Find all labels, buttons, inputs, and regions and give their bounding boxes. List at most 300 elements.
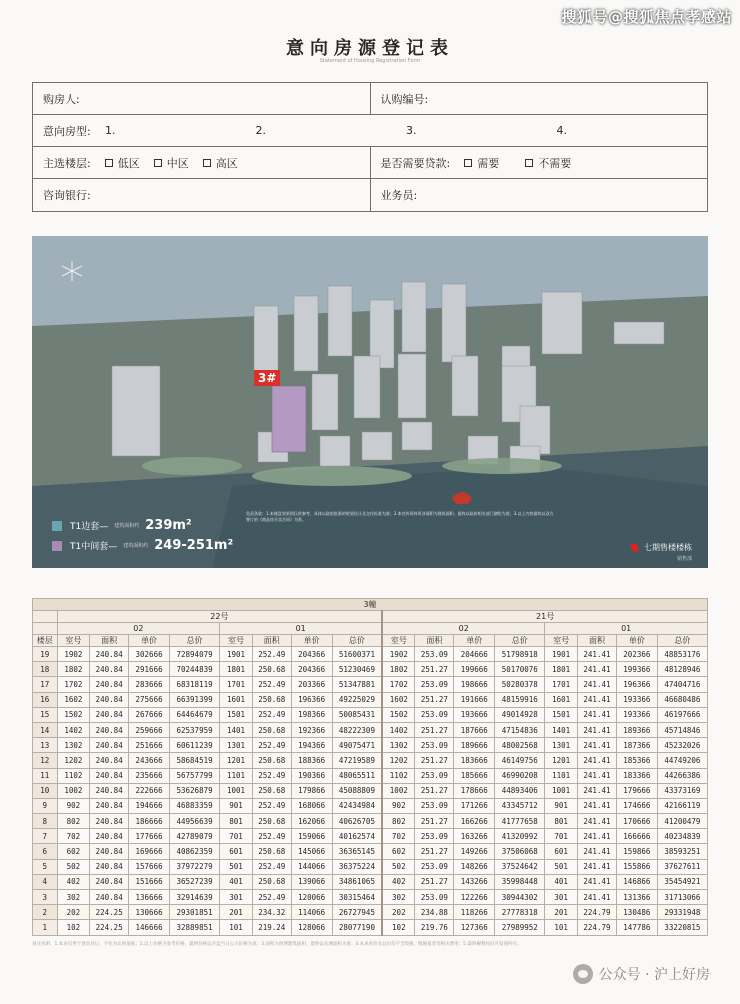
floor-cell: 8 [33, 814, 58, 829]
table-cell: 601 [220, 844, 253, 859]
table-cell: 252.49 [252, 768, 291, 783]
table-cell: 46883359 [170, 798, 220, 813]
table-cell: 240.84 [90, 768, 129, 783]
table-cell: 219.24 [252, 920, 291, 935]
table-cell: 45714846 [657, 722, 707, 737]
table-cell: 251.27 [415, 783, 454, 798]
table-cell: 235666 [129, 768, 170, 783]
table-cell: 170666 [616, 814, 657, 829]
table-cell: 241.41 [578, 753, 617, 768]
table-cell: 30944302 [495, 890, 545, 905]
table-cell: 42789079 [170, 829, 220, 844]
table-cell: 702 [382, 829, 415, 844]
table-cell: 253.09 [415, 707, 454, 722]
table-cell: 253.09 [415, 890, 454, 905]
table-building-header: 3幢 [33, 599, 708, 611]
table-cell: 1501 [220, 707, 253, 722]
table-cell: 131366 [616, 890, 657, 905]
table-row [33, 768, 708, 783]
table-cell: 259666 [129, 722, 170, 737]
column-header: 面积 [90, 635, 129, 647]
checkbox-icon [464, 159, 472, 167]
table-cell: 1401 [220, 722, 253, 737]
table-cell: 45232026 [657, 738, 707, 753]
table-cell: 49225029 [332, 692, 382, 707]
table-cell: 48128946 [657, 662, 707, 677]
floor-cell: 4 [33, 874, 58, 889]
table-cell: 241.41 [578, 874, 617, 889]
table-cell: 1402 [57, 722, 90, 737]
type-option-2[interactable]: 2. [255, 124, 266, 137]
table-cell: 240.84 [90, 814, 129, 829]
table-cell: 250.68 [252, 783, 291, 798]
table-cell: 60611239 [170, 738, 220, 753]
table-cell: 43345712 [495, 798, 545, 813]
table-row [33, 707, 708, 722]
intended-type-field[interactable] [33, 115, 707, 146]
column-header: 室号 [545, 635, 578, 647]
legend-item-middle [52, 538, 233, 553]
floor-cell: 1 [33, 920, 58, 935]
floor-label: 主选楼层: [43, 156, 91, 170]
table-cell: 251.27 [415, 753, 454, 768]
table-cell: 267666 [129, 707, 170, 722]
table-cell: 189666 [454, 738, 495, 753]
floor-low-checkbox[interactable] [105, 155, 140, 171]
table-cell: 179666 [616, 783, 657, 798]
table-cell: 240.84 [90, 707, 129, 722]
subscription-no-field[interactable]: 认购编号: [380, 92, 429, 106]
table-cell: 283666 [129, 677, 170, 692]
table-cell: 402 [57, 874, 90, 889]
table-cell: 241.41 [578, 844, 617, 859]
table-cell: 501 [545, 859, 578, 874]
room-group-header: 02 [382, 623, 545, 635]
table-cell: 241.41 [578, 890, 617, 905]
render-disclaimer: 免责条款：1.本楼盘效果图仅供参考，具体以政府批准的规划设计及交付标准为准；2.本宣传资料所涉面积为建筑面积，最终以政府相关部门测绘为准；3.以上内容最终以双方签订的《商品房买卖合同》为准。 [246, 511, 554, 522]
table-cell: 146666 [129, 920, 170, 935]
table-cell: 202 [57, 905, 90, 920]
table-cell: 169666 [129, 844, 170, 859]
table-cell: 58684519 [170, 753, 220, 768]
table-cell: 187666 [454, 722, 495, 737]
table-cell: 801 [220, 814, 253, 829]
table-cell: 72894079 [170, 647, 220, 662]
table-cell: 241.41 [578, 768, 617, 783]
table-cell: 102 [57, 920, 90, 935]
table-cell: 202366 [616, 647, 657, 662]
column-header: 单价 [129, 635, 170, 647]
checkbox-icon [105, 159, 113, 167]
table-cell: 302666 [129, 647, 170, 662]
table-cell: 241.41 [578, 859, 617, 874]
buyer-field[interactable]: 购房人: [33, 83, 371, 114]
floor-cell: 18 [33, 662, 58, 677]
table-cell: 30315464 [332, 890, 382, 905]
table-cell: 219.76 [415, 920, 454, 935]
table-row [33, 859, 708, 874]
room-group-header: 01 [220, 623, 383, 635]
table-cell: 44893406 [495, 783, 545, 798]
loan-no-label: 不需要 [538, 156, 572, 170]
table-cell: 151666 [129, 874, 170, 889]
table-cell: 122266 [454, 890, 495, 905]
agent-field[interactable]: 业务员: [380, 189, 418, 202]
table-cell: 241.41 [578, 829, 617, 844]
type-option-4[interactable]: 4. [556, 124, 567, 137]
table-cell: 1301 [220, 738, 253, 753]
floor-cell: 15 [33, 707, 58, 722]
table-cell: 62537959 [170, 722, 220, 737]
table-cell: 44749206 [657, 753, 707, 768]
table-cell: 26727945 [332, 905, 382, 920]
table-cell: 198666 [454, 677, 495, 692]
loan-label: 是否需要贷款: [380, 156, 451, 170]
table-cell: 275666 [129, 692, 170, 707]
table-cell: 64464679 [170, 707, 220, 722]
table-cell: 241.41 [578, 798, 617, 813]
table-cell: 234.32 [252, 905, 291, 920]
table-cell: 46680486 [657, 692, 707, 707]
price-table-body [33, 647, 708, 936]
table-cell: 502 [382, 859, 415, 874]
table-cell: 37972279 [170, 859, 220, 874]
location-pin-icon [629, 542, 640, 553]
table-cell: 302 [382, 890, 415, 905]
table-cell: 240.84 [90, 647, 129, 662]
table-cell: 48853176 [657, 647, 707, 662]
table-cell: 252.49 [252, 707, 291, 722]
table-cell: 701 [220, 829, 253, 844]
table-cell: 38593251 [657, 844, 707, 859]
table-cell: 36375224 [332, 859, 382, 874]
table-cell: 1502 [382, 707, 415, 722]
table-cell: 1702 [382, 677, 415, 692]
unit-21-header: 21号 [382, 611, 707, 623]
table-cell: 174666 [616, 798, 657, 813]
table-cell: 136666 [129, 890, 170, 905]
table-cell: 240.84 [90, 844, 129, 859]
table-cell: 241.41 [578, 677, 617, 692]
table-cell: 250.68 [252, 662, 291, 677]
table-cell: 166666 [616, 829, 657, 844]
table-cell: 166266 [454, 814, 495, 829]
loan-yes-checkbox[interactable] [464, 155, 499, 171]
table-cell: 194366 [291, 738, 332, 753]
table-cell: 1002 [57, 783, 90, 798]
table-cell: 1602 [382, 692, 415, 707]
table-cell: 252.49 [252, 798, 291, 813]
table-cell: 241.41 [578, 814, 617, 829]
table-cell: 32914639 [170, 890, 220, 905]
table-cell: 192366 [291, 722, 332, 737]
table-cell: 701 [545, 829, 578, 844]
sales-office-label: 七期售楼楼栋 [644, 543, 692, 552]
legend-swatch [52, 541, 62, 551]
form-row-floor [33, 147, 707, 179]
table-cell: 44266386 [657, 768, 707, 783]
table-cell: 41777658 [495, 814, 545, 829]
type-option-1[interactable]: 1. [105, 124, 116, 137]
table-row [33, 677, 708, 692]
table-cell: 31713066 [657, 890, 707, 905]
table-cell: 252.49 [252, 890, 291, 905]
table-row [33, 722, 708, 737]
column-header: 总价 [332, 635, 382, 647]
registration-form [32, 82, 708, 212]
loan-no-checkbox[interactable] [525, 155, 571, 171]
floor-cell: 3 [33, 890, 58, 905]
table-row [33, 905, 708, 920]
table-cell: 251.27 [415, 722, 454, 737]
table-cell: 118266 [454, 905, 495, 920]
table-cell: 250.68 [252, 874, 291, 889]
table-cell: 253.09 [415, 859, 454, 874]
table-cell: 250.68 [252, 692, 291, 707]
floor-cell: 13 [33, 738, 58, 753]
table-cell: 902 [382, 798, 415, 813]
table-cell: 602 [57, 844, 90, 859]
table-cell: 199666 [454, 662, 495, 677]
column-header: 室号 [57, 635, 90, 647]
table-cell: 157666 [129, 859, 170, 874]
floor-cell: 14 [33, 722, 58, 737]
unit-22-header: 22号 [57, 611, 382, 623]
table-row [33, 920, 708, 935]
table-cell: 27989952 [495, 920, 545, 935]
table-cell: 50280378 [495, 677, 545, 692]
table-cell: 102 [382, 920, 415, 935]
table-cell: 190366 [291, 768, 332, 783]
bank-field[interactable]: 咨询银行: [33, 179, 371, 211]
column-header: 楼层 [33, 635, 58, 647]
intended-type-label: 意向房型: [43, 124, 91, 138]
page-subtitle: Statement of Housing Registration Form [319, 58, 421, 64]
table-cell: 250.68 [252, 844, 291, 859]
loan-yes-label: 需要 [477, 156, 500, 170]
table-cell: 241.41 [578, 647, 617, 662]
table-cell: 178666 [454, 783, 495, 798]
table-cell: 1301 [545, 738, 578, 753]
form-row-buyer [33, 83, 707, 115]
table-cell: 1902 [57, 647, 90, 662]
table-cell: 401 [545, 874, 578, 889]
table-cell: 203366 [291, 677, 332, 692]
table-cell: 49014928 [495, 707, 545, 722]
table-cell: 1102 [57, 768, 90, 783]
table-cell: 402 [382, 874, 415, 889]
table-cell: 44956639 [170, 814, 220, 829]
table-cell: 251666 [129, 738, 170, 753]
table-cell: 159066 [291, 829, 332, 844]
floor-cell: 11 [33, 768, 58, 783]
table-cell: 36527239 [170, 874, 220, 889]
table-cell: 40626705 [332, 814, 382, 829]
table-cell: 68318119 [170, 677, 220, 692]
checkbox-icon [203, 159, 211, 167]
building-3-badge: 3# [254, 370, 280, 386]
form-row-type [33, 115, 707, 147]
table-cell: 41320992 [495, 829, 545, 844]
table-row [33, 798, 708, 813]
table-cell: 1502 [57, 707, 90, 722]
legend-small-label: 建筑面积约 [123, 543, 149, 549]
table-cell: 1701 [545, 677, 578, 692]
table-cell: 251.27 [415, 814, 454, 829]
table-cell: 240.84 [90, 677, 129, 692]
legend-item-corner [52, 518, 192, 533]
table-cell: 185666 [454, 768, 495, 783]
table-cell: 204366 [291, 662, 332, 677]
table-cell: 240.84 [90, 783, 129, 798]
table-cell: 185366 [616, 753, 657, 768]
table-cell: 32889851 [170, 920, 220, 935]
table-cell: 51347881 [332, 677, 382, 692]
table-cell: 241.41 [578, 783, 617, 798]
table-cell: 240.84 [90, 798, 129, 813]
price-table-container [32, 598, 708, 936]
column-header: 面积 [578, 635, 617, 647]
table-cell: 240.84 [90, 859, 129, 874]
floor-high-checkbox[interactable] [203, 155, 238, 171]
table-cell: 193366 [616, 707, 657, 722]
floor-cell: 12 [33, 753, 58, 768]
column-header: 总价 [657, 635, 707, 647]
table-cell: 36365145 [332, 844, 382, 859]
table-cell: 101 [220, 920, 253, 935]
table-cell: 196366 [291, 692, 332, 707]
table-cell: 601 [545, 844, 578, 859]
floor-cell: 19 [33, 647, 58, 662]
table-cell: 252.49 [252, 829, 291, 844]
table-cell: 801 [545, 814, 578, 829]
table-cell: 42434984 [332, 798, 382, 813]
table-cell: 147786 [616, 920, 657, 935]
legend-label: T1中间套— [70, 542, 118, 552]
table-cell: 241.41 [578, 662, 617, 677]
table-cell: 251.27 [415, 692, 454, 707]
table-cell: 241.41 [578, 722, 617, 737]
table-cell: 1101 [545, 768, 578, 783]
column-header: 总价 [170, 635, 220, 647]
table-cell: 51798918 [495, 647, 545, 662]
table-cell: 139066 [291, 874, 332, 889]
table-cell: 168066 [291, 798, 332, 813]
room-group-header: 01 [545, 623, 708, 635]
table-cell: 37524642 [495, 859, 545, 874]
table-cell: 155866 [616, 859, 657, 874]
table-corner [33, 611, 58, 623]
table-cell: 191666 [454, 692, 495, 707]
table-row [33, 647, 708, 662]
table-cell: 301 [545, 890, 578, 905]
floor-mid-checkbox[interactable] [154, 155, 189, 171]
table-cell: 1201 [545, 753, 578, 768]
table-cell: 183366 [616, 768, 657, 783]
table-cell: 143266 [454, 874, 495, 889]
table-cell: 1202 [57, 753, 90, 768]
table-cell: 240.84 [90, 692, 129, 707]
table-cell: 49075471 [332, 738, 382, 753]
table-cell: 1601 [545, 692, 578, 707]
type-option-3[interactable]: 3. [406, 124, 417, 137]
table-cell: 43373169 [657, 783, 707, 798]
table-cell: 199366 [616, 662, 657, 677]
checkbox-icon [525, 159, 533, 167]
table-cell: 252.49 [252, 677, 291, 692]
table-cell: 1901 [220, 647, 253, 662]
table-cell: 251.27 [415, 874, 454, 889]
table-cell: 224.79 [578, 905, 617, 920]
table-cell: 162066 [291, 814, 332, 829]
type-options [105, 124, 707, 137]
table-cell: 240.84 [90, 890, 129, 905]
table-cell: 40162574 [332, 829, 382, 844]
table-cell: 241.41 [578, 738, 617, 753]
table-cell: 48222309 [332, 722, 382, 737]
table-cell: 204666 [454, 647, 495, 662]
table-cell: 42166119 [657, 798, 707, 813]
column-header: 面积 [415, 635, 454, 647]
table-cell: 40862359 [170, 844, 220, 859]
table-cell: 901 [220, 798, 253, 813]
table-cell: 240.84 [90, 829, 129, 844]
table-cell: 35454921 [657, 874, 707, 889]
legend-small-label: 建筑面积约 [114, 523, 140, 529]
table-cell: 144066 [291, 859, 332, 874]
table-cell: 240.84 [90, 662, 129, 677]
table-cell: 251.27 [415, 662, 454, 677]
table-cell: 146866 [616, 874, 657, 889]
table-cell: 1302 [382, 738, 415, 753]
column-header: 面积 [252, 635, 291, 647]
table-cell: 187366 [616, 738, 657, 753]
table-cell: 1902 [382, 647, 415, 662]
column-header: 单价 [291, 635, 332, 647]
floor-cell: 7 [33, 829, 58, 844]
table-row [33, 662, 708, 677]
table-cell: 1801 [220, 662, 253, 677]
table-cell: 204366 [291, 647, 332, 662]
table-cell: 1001 [220, 783, 253, 798]
table-cell: 177666 [129, 829, 170, 844]
room-group-header: 02 [57, 623, 220, 635]
table-corner [33, 623, 58, 635]
bottom-watermark [573, 964, 710, 984]
column-header: 室号 [220, 635, 253, 647]
table-footnote: 备注说明：1.本表仅用于意向登记，不作为认购依据；2.以上价格为参考价格，最终价格以开盘当日公示价格为准；3.面积为预测建筑面积，最终以实测面积为准；4.本表单价及总价均不含契税、维修基金等相关费用；5.最终解释权归开发商所有。 [32, 942, 522, 947]
table-cell: 301 [220, 890, 253, 905]
table-cell: 253.09 [415, 768, 454, 783]
table-cell: 46197666 [657, 707, 707, 722]
floor-field [33, 147, 371, 178]
floor-high-label: 高区 [215, 156, 238, 170]
table-cell: 234.88 [415, 905, 454, 920]
table-cell: 1101 [220, 768, 253, 783]
form-row-bank [33, 179, 707, 211]
table-cell: 302 [57, 890, 90, 905]
table-cell: 41200479 [657, 814, 707, 829]
table-cell: 35998448 [495, 874, 545, 889]
table-cell: 1402 [382, 722, 415, 737]
table-cell: 1002 [382, 783, 415, 798]
table-cell: 240.84 [90, 722, 129, 737]
table-cell: 1701 [220, 677, 253, 692]
top-watermark: 搜狐号@搜狐焦点孝感站 [561, 8, 732, 26]
table-cell: 53626879 [170, 783, 220, 798]
table-cell: 29301851 [170, 905, 220, 920]
table-cell: 240.84 [90, 874, 129, 889]
